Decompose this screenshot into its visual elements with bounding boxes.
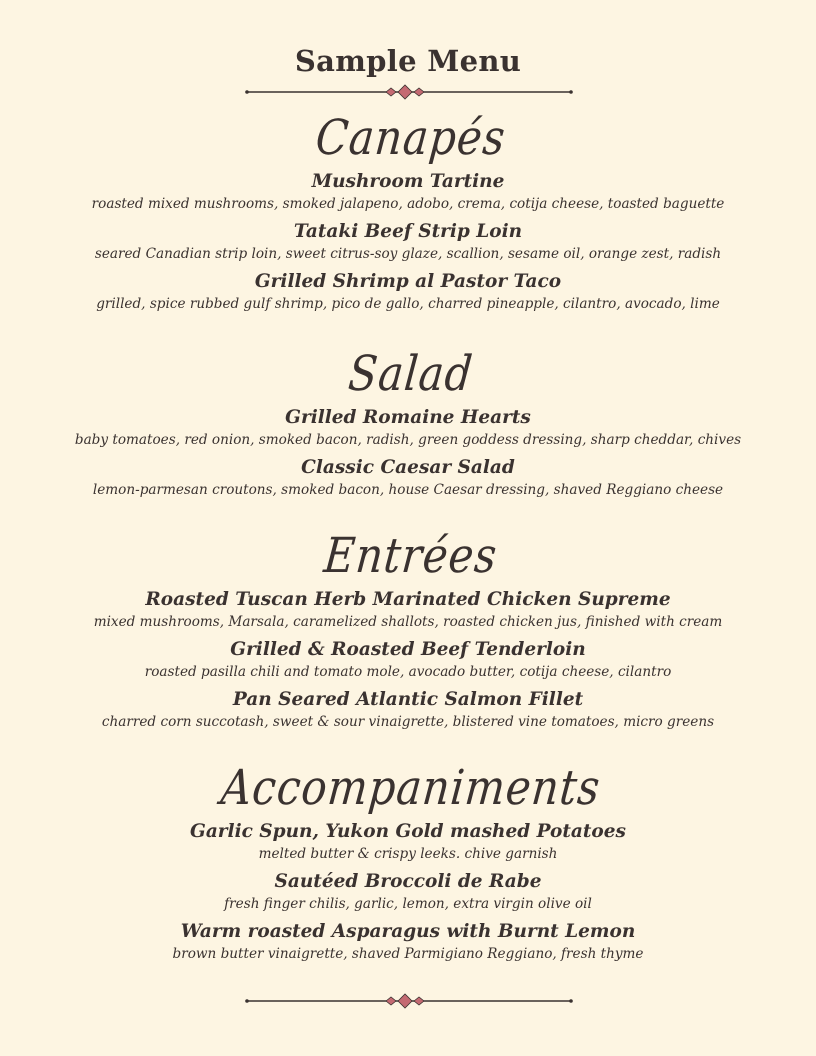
item-name: Pan Seared Atlantic Salmon Fillet xyxy=(232,689,584,710)
menu-item xyxy=(0,870,816,914)
menu-item xyxy=(0,688,816,732)
item-description: roasted pasilla chili and tomato mole, avocado butter, cotija cheese, cilantro xyxy=(144,664,672,680)
section-heading: Canapés xyxy=(313,109,509,166)
menu-item xyxy=(0,456,816,500)
item-name: Tataki Beef Strip Loin xyxy=(293,221,523,242)
item-name: Classic Caesar Salad xyxy=(301,457,515,478)
menu-title: Sample Menu xyxy=(294,44,522,78)
menu-item xyxy=(0,406,816,450)
item-description: mixed mushrooms, Marsala, caramelized shallots, roasted chicken jus, finished with cream xyxy=(93,614,723,630)
menu-item xyxy=(0,270,816,314)
item-description: grilled, spice rubbed gulf shrimp, pico de gallo, charred pineapple, cilantro, avocado, lime xyxy=(96,296,720,312)
menu-item xyxy=(0,170,816,214)
item-name: Grilled Shrimp al Pastor Taco xyxy=(254,271,562,292)
top-divider-ornament xyxy=(244,84,574,100)
menu-item xyxy=(0,588,816,632)
item-description: baby tomatoes, red onion, smoked bacon, radish, green goddess dressing, sharp cheddar, chives xyxy=(74,432,742,448)
item-name: Garlic Spun, Yukon Gold mashed Potatoes xyxy=(190,821,626,842)
item-name: Warm roasted Asparagus with Burnt Lemon xyxy=(180,921,636,942)
section-heading: Accompaniments xyxy=(218,759,603,816)
item-name: Roasted Tuscan Herb Marinated Chicken Supreme xyxy=(145,589,671,610)
section-heading: Entrées xyxy=(321,527,500,584)
menu-item xyxy=(0,920,816,964)
item-description: melted butter & crispy leeks. chive garnish xyxy=(258,846,558,862)
bottom-divider-ornament xyxy=(244,993,574,1009)
section-heading: Salad xyxy=(346,345,476,402)
section-salad xyxy=(0,345,816,506)
item-name: Grilled Romaine Hearts xyxy=(285,407,531,428)
item-name: Sautéed Broccoli de Rabe xyxy=(274,871,542,892)
item-description: lemon-parmesan croutons, smoked bacon, house Caesar dressing, shaved Reggiano cheese xyxy=(92,482,724,498)
section-accompaniments xyxy=(0,759,816,970)
item-description: seared Canadian strip loin, sweet citrus-soy glaze, scallion, sesame oil, orange zest, radish xyxy=(94,246,722,262)
section-entrees xyxy=(0,527,816,738)
item-name: Mushroom Tartine xyxy=(311,171,505,192)
item-description: fresh finger chilis, garlic, lemon, extra virgin olive oil xyxy=(224,896,592,912)
item-description: brown butter vinaigrette, shaved Parmigiano Reggiano, fresh thyme xyxy=(172,946,644,962)
item-description: charred corn succotash, sweet & sour vinaigrette, blistered vine tomatoes, micro greens xyxy=(101,714,715,730)
section-canapes xyxy=(0,109,816,320)
item-description: roasted mixed mushrooms, smoked jalapeno, adobo, crema, cotija cheese, toasted baguette xyxy=(91,196,725,212)
item-name: Grilled & Roasted Beef Tenderloin xyxy=(230,639,586,660)
menu-item xyxy=(0,220,816,264)
menu-item xyxy=(0,820,816,864)
menu-item xyxy=(0,638,816,682)
